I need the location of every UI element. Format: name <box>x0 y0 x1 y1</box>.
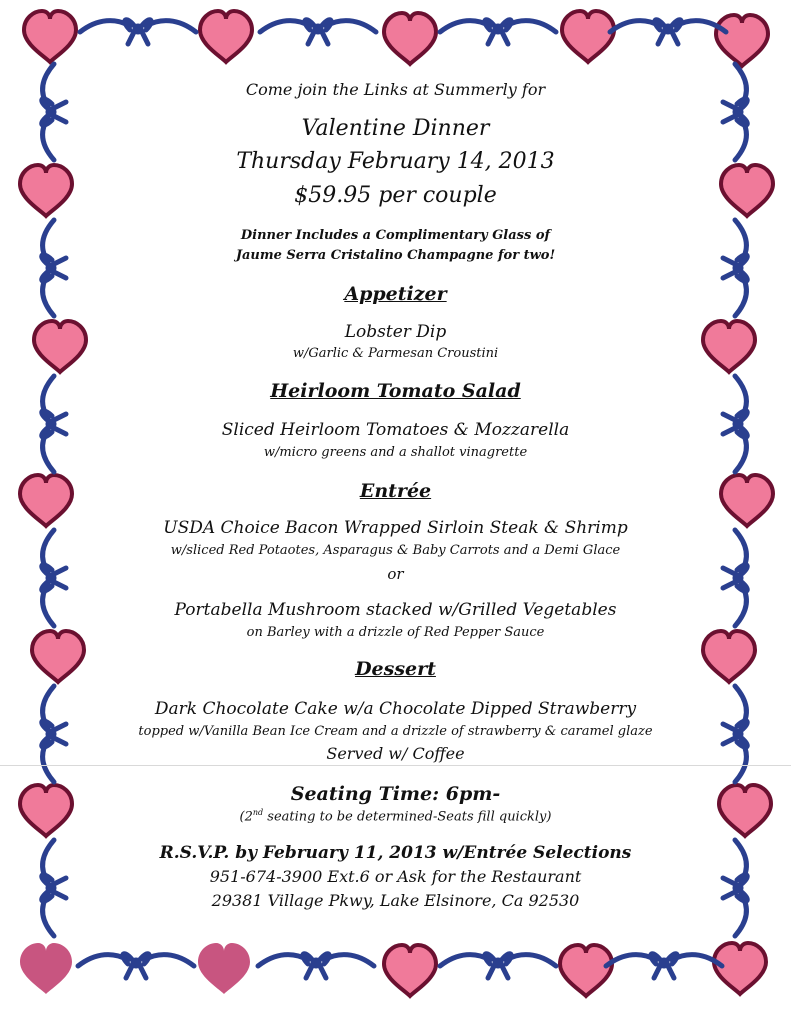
event-price: $59.95 per couple <box>294 183 497 208</box>
includes-line-1: Dinner Includes a Complimentary Glass of <box>240 228 551 243</box>
entree-option-2-detail: on Barley with a drizzle of Red Pepper Sauce <box>246 625 545 640</box>
entree-option-2: Portabella Mushroom stacked w/Grilled Vegetables <box>174 600 617 620</box>
seating-note-sup: nd <box>252 808 264 817</box>
dessert-item: Dark Chocolate Cake w/a Chocolate Dipped Strawberry <box>154 699 637 719</box>
entree-option-1: USDA Choice Bacon Wrapped Sirloin Steak & Shrimp <box>163 518 628 538</box>
dessert-heading: Dessert <box>355 658 436 680</box>
seating-time: Seating Time: 6pm- <box>290 783 501 805</box>
appetizer-heading: Appetizer <box>344 283 447 305</box>
rsvp-phone: 951-674-3900 Ext.6 or Ask for the Restaurant <box>209 867 582 886</box>
event-date: Thursday February 14, 2013 <box>236 149 555 174</box>
entree-separator: or <box>387 565 404 583</box>
seating-note <box>110 808 681 824</box>
appetizer-item: Lobster Dip <box>344 322 447 342</box>
dessert-extra: Served w/ Coffee <box>326 744 465 763</box>
seating-note-rest: seating to be determined-Seats fill quickly) <box>263 809 552 825</box>
includes-line-2: Jaume Serra Cristalino Champagne for two! <box>235 248 556 263</box>
dessert-detail: topped w/Vanilla Bean Ice Cream and a drizzle of strawberry & caramel glaze <box>138 724 653 739</box>
intro-text: Come join the Links at Summerly for <box>245 80 546 99</box>
entree-heading: Entrée <box>359 480 432 502</box>
seating-note-open: (2 <box>239 809 253 825</box>
salad-item: Sliced Heirloom Tomatoes & Mozzarella <box>221 420 570 440</box>
rsvp-address: 29381 Village Pkwy, Lake Elsinore, Ca 92530 <box>211 891 580 910</box>
appetizer-detail: w/Garlic & Parmesan Croustini <box>292 346 499 361</box>
entree-option-1-detail: w/sliced Red Potaotes, Asparagus & Baby Carrots and a Demi Glace <box>170 543 621 558</box>
salad-detail: w/micro greens and a shallot vinagrette <box>263 445 528 460</box>
rsvp-line: R.S.V.P. by February 11, 2013 w/Entrée Selections <box>159 843 632 863</box>
event-title: Valentine Dinner <box>301 116 490 141</box>
scan-fold-line <box>0 765 791 766</box>
salad-heading: Heirloom Tomato Salad <box>270 380 521 402</box>
